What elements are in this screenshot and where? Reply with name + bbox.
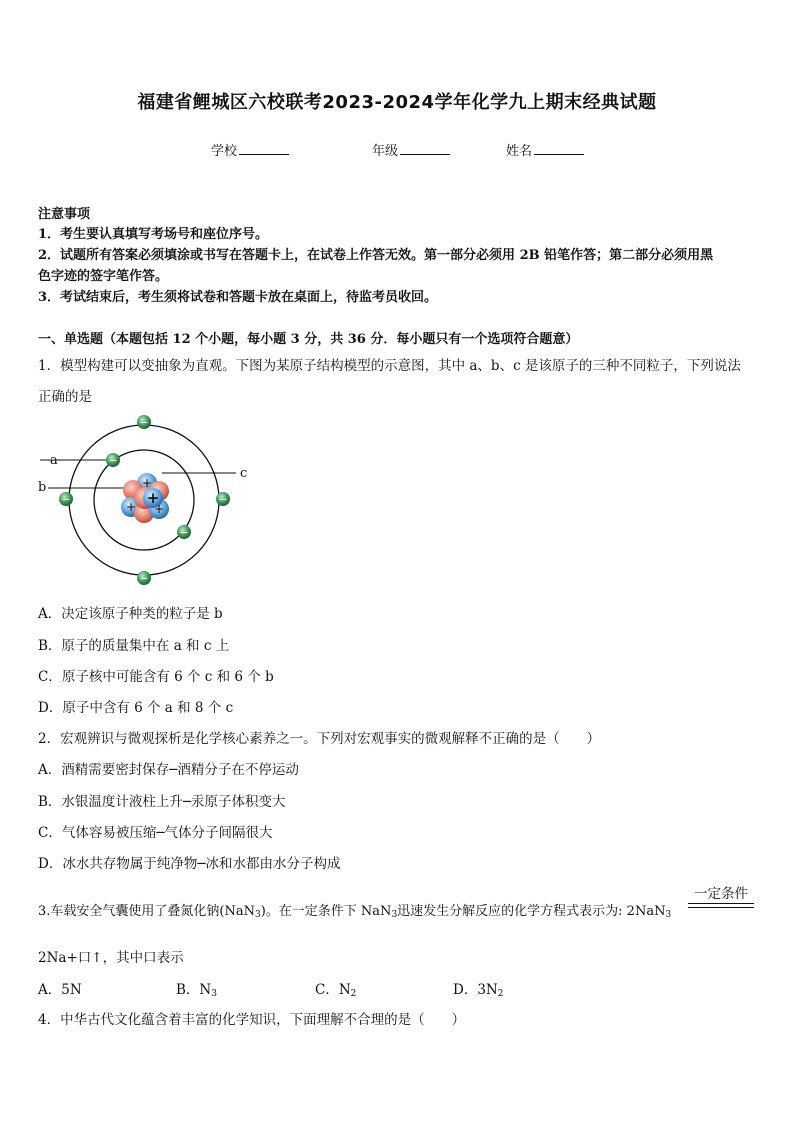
option-a: A．决定该原子种类的粒子是 b [38, 606, 223, 622]
option-b: B．水银温度计液柱上升─汞原子体积变大 [38, 794, 286, 810]
name-field [506, 140, 584, 159]
note-item: 2．试题所有答案必须填涂或书写在答题卡上，在试卷上作答无效。第一部分必须用 2B 铅笔作答；第二部分必须用黑 [38, 248, 714, 263]
question-stem: 3.车载安全气囊使用了叠氮化钠(NaN$_3$)。在一定条件下 NaN$_3$迅速发生分解反应的化学方程式表示为: 2NaN$_3$ [38, 904, 672, 920]
option-c: C．$N_2$ [315, 982, 357, 999]
question-stem-cont: 正确的是 [38, 389, 92, 405]
svg-text:+: + [146, 489, 160, 507]
label-a: a [50, 453, 58, 468]
option-d: D．冰水共存物属于纯净物─冰和水都由水分子构成 [38, 856, 341, 872]
label-c: c [240, 466, 248, 481]
svg-text:−: − [179, 526, 189, 539]
school-field [211, 140, 289, 159]
section-heading: 一、单选题（本题包括 12 个小题，每小题 3 分，共 36 分．每小题只有一个选项符合题意） [38, 332, 579, 347]
svg-text:−: − [139, 572, 149, 585]
option-d: D．$3N_2$ [453, 982, 504, 999]
label-b: b [38, 480, 47, 495]
equation-line-top [688, 903, 754, 904]
option-c: C．原子核中可能含有 6 个 c 和 6 个 b [38, 669, 274, 685]
question-stem: 1．模型构建可以变抽象为直观。下图为某原子结构模型的示意图，其中 a、b、c 是该原子的三种不同粒子，下列说法 [38, 358, 741, 374]
svg-text:−: − [218, 493, 228, 506]
notes-heading: 注意事项 [38, 207, 91, 222]
option-d: D．原子中含有 6 个 a 和 8 个 c [38, 700, 234, 716]
page-title: 福建省鲤城区六校联考2023-2024学年化学九上期末经典试题 [137, 92, 657, 113]
svg-text:−: − [108, 454, 118, 467]
school-label: 学校 [211, 144, 238, 159]
svg-text:+: + [141, 476, 153, 490]
note-item: 3．考试结束后，考生须将试卷和答题卡放在桌面上，待监考员收回。 [38, 290, 438, 305]
question-stem-cont: 2Na+口↑，其中口表示 [38, 950, 184, 966]
grade-field [372, 140, 450, 159]
name-label: 姓名 [506, 144, 533, 159]
option-a: A．5N [38, 982, 82, 998]
svg-text:+: + [125, 500, 137, 514]
option-b: B．$N_3$ [176, 982, 217, 999]
equation-line-bottom [688, 907, 754, 908]
grade-label: 年级 [372, 144, 399, 159]
reaction-condition: 一定条件 [694, 886, 748, 902]
svg-text:−: − [61, 493, 71, 506]
option-a: A．酒精需要密封保存─酒精分子在不停运动 [38, 762, 299, 778]
option-b: B．原子的质量集中在 a 和 c 上 [38, 638, 230, 654]
grade-blank [400, 140, 450, 155]
svg-text:+: + [153, 502, 165, 516]
name-blank [534, 140, 584, 155]
question-stem: 2．宏观辨识与微观探析是化学核心素养之一。下列对宏观事实的微观解释不正确的是（ ） [38, 731, 601, 747]
option-c: C．气体容易被压缩─气体分子间隔很大 [38, 825, 273, 841]
note-item: 色字迹的签字笔作答。 [38, 269, 169, 284]
nucleus [121, 473, 169, 523]
svg-text:−: − [139, 416, 149, 429]
school-blank [239, 140, 289, 155]
question-stem: 4．中华古代文化蕴含着丰富的化学知识，下面理解不合理的是（ ） [38, 1012, 466, 1028]
note-item: 1．考生要认真填写考场号和座位序号。 [38, 227, 269, 242]
atom-model-diagram [34, 410, 254, 590]
